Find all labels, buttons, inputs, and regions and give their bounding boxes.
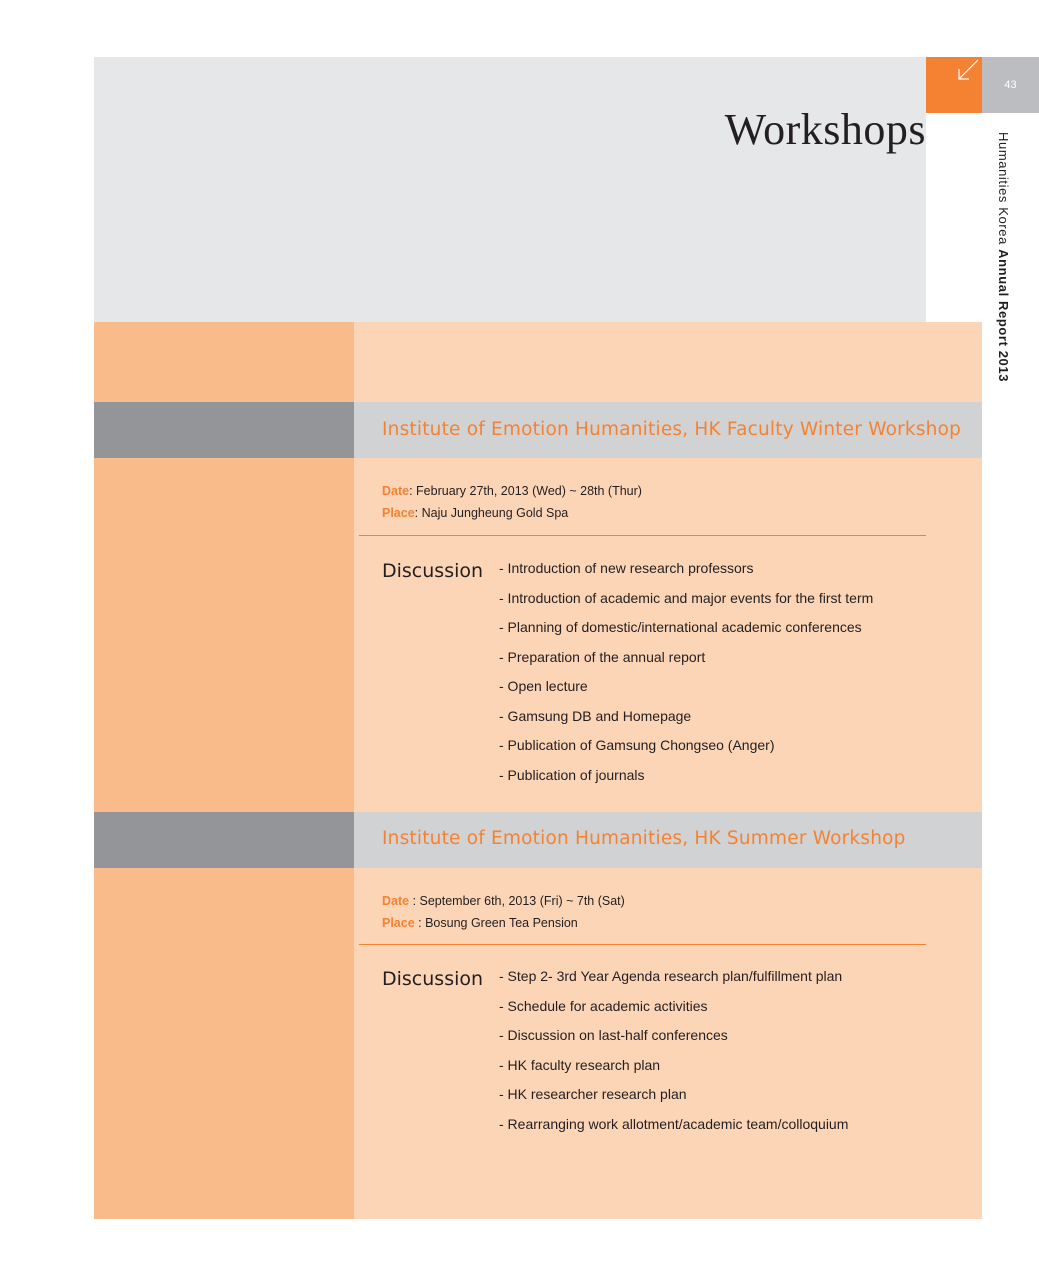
- workshop-date: [382, 894, 625, 908]
- divider: [359, 944, 926, 945]
- list-item: - Step 2- 3rd Year Agenda research plan/fulfillment plan: [499, 968, 843, 984]
- list-item: - HK faculty research plan: [499, 1056, 661, 1073]
- side-running-title: [996, 132, 1011, 382]
- list-item: - Rearranging work allotment/academic team/colloquium: [499, 1115, 849, 1132]
- page-number: 43: [1004, 79, 1017, 91]
- list-item: - HK researcher research plan: [499, 1086, 687, 1102]
- list-item: - Publication of Gamsung Chongseo (Anger): [499, 737, 775, 753]
- place-label: Place: [382, 506, 415, 520]
- list-item: - Gamsung DB and Homepage: [499, 707, 692, 724]
- place-label: Place: [382, 916, 415, 930]
- list-item: - Discussion on last-half conferences: [499, 1027, 728, 1043]
- discussion-list: [499, 967, 848, 1144]
- discussion-list: [499, 559, 873, 795]
- date-label: Date: [382, 484, 410, 498]
- section-bar-left: [94, 402, 354, 458]
- workshop-title: Institute of Emotion Humanities, HK Summer Workshop: [382, 828, 906, 849]
- workshop-place: [382, 506, 568, 520]
- discussion-label: Discussion: [382, 968, 484, 990]
- divider: [359, 535, 926, 536]
- workshop-title: Institute of Emotion Humanities, HK Faculty Winter Workshop: [382, 419, 962, 440]
- list-item: - Planning of domestic/international academic conferences: [499, 619, 862, 635]
- list-item: - Open lecture: [499, 678, 588, 694]
- workshop-date: [382, 484, 642, 498]
- discussion-label: Discussion: [382, 560, 484, 582]
- arrow-down-left-icon: [926, 57, 982, 113]
- date-label: Date: [382, 894, 410, 908]
- side-label-bold: Annual Report 2013: [996, 249, 1011, 383]
- place-value: : Bosung Green Tea Pension: [414, 916, 578, 930]
- page-title: Workshops: [724, 105, 926, 154]
- workshop-place: [382, 916, 578, 930]
- date-value: : September 6th, 2013 (Fri) ~ 7th (Sat): [409, 894, 625, 908]
- place-value: : Naju Jungheung Gold Spa: [414, 506, 569, 520]
- list-item: - Publication of journals: [499, 766, 645, 783]
- list-item: - Introduction of academic and major events for the first term: [499, 589, 874, 606]
- list-item: - Schedule for academic activities: [499, 997, 708, 1014]
- list-item: - Preparation of the annual report: [499, 648, 706, 665]
- section-bar-left: [94, 812, 354, 868]
- side-label-regular: Humanities Korea: [996, 132, 1011, 250]
- header-band: [94, 57, 926, 322]
- list-item: - Introduction of new research professors: [499, 560, 754, 576]
- page-tab: [926, 57, 982, 113]
- date-value: : February 27th, 2013 (Wed) ~ 28th (Thur): [409, 484, 642, 498]
